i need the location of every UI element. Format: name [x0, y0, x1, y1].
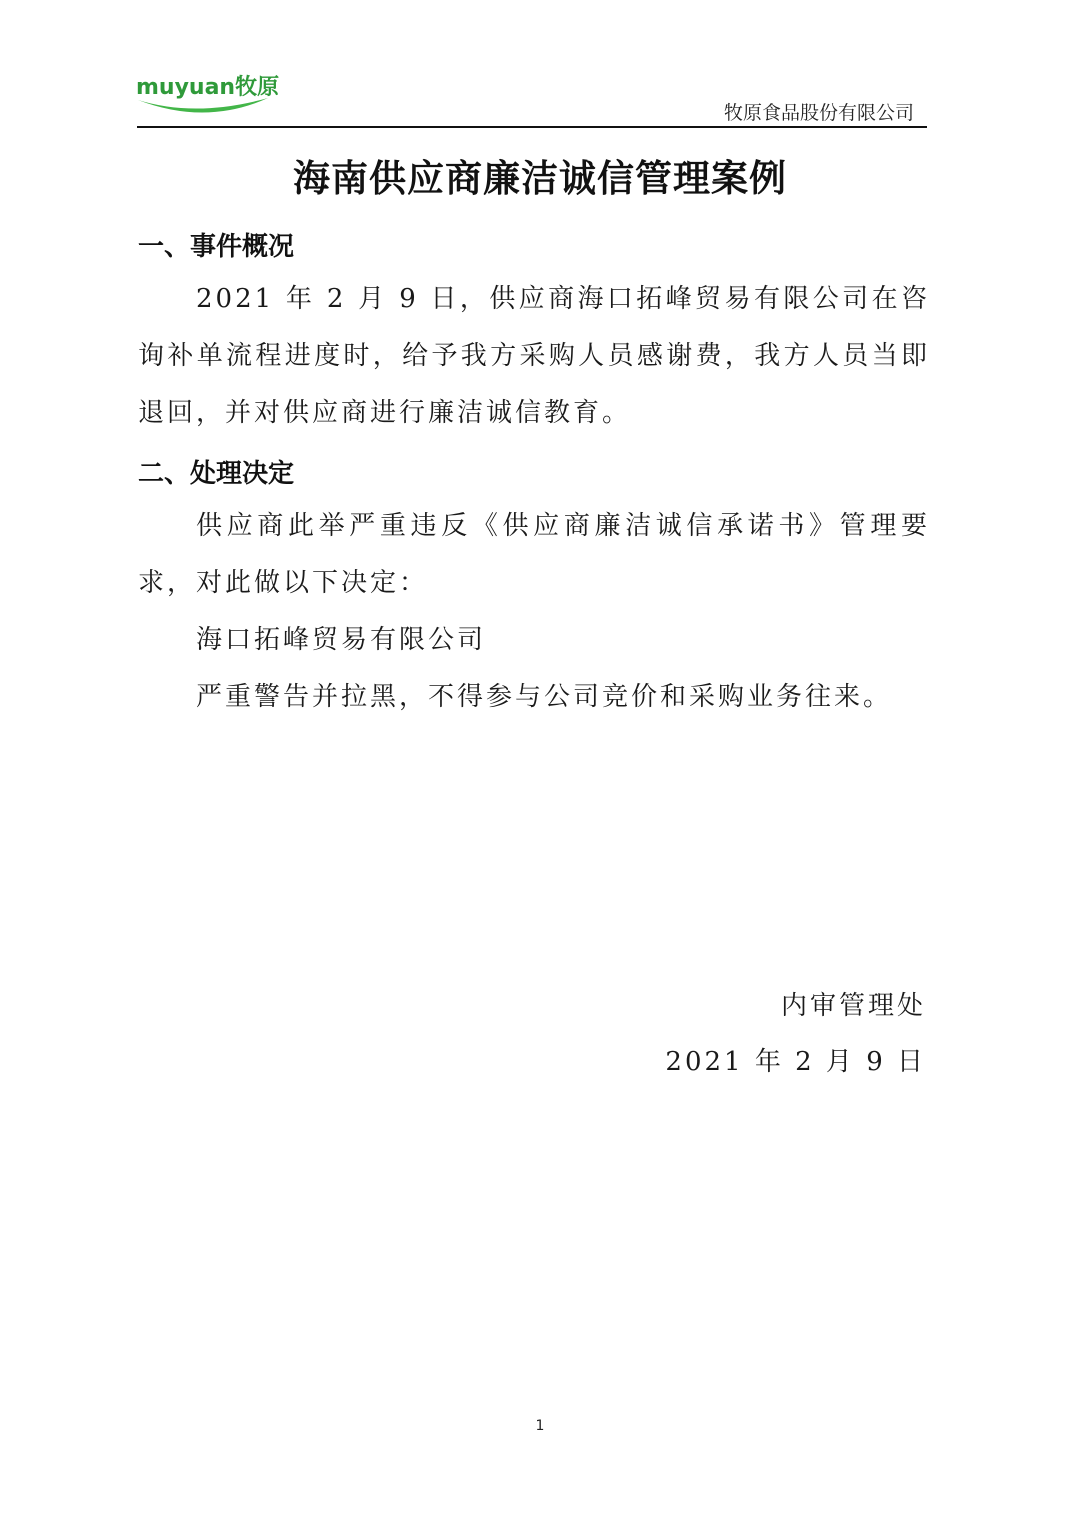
logo-swoosh-icon: [136, 96, 276, 118]
paragraph-decision-intro: 供应商此举严重违反《供应商廉洁诚信承诺书》管理要求，对此做以下决定：: [138, 511, 930, 598]
paragraph-overview: 2021 年 2 月 9 日，供应商海口拓峰贸易有限公司在咨询补单流程进度时，给予我方采购人员感谢费，我方人员当即退回，并对供应商进行廉洁诚信教育。: [138, 284, 930, 428]
paragraph-supplier-name: 海口拓峰贸易有限公司: [196, 625, 487, 655]
section-heading-overview: 一、事件概况: [138, 232, 295, 262]
page-number: 1: [535, 1418, 545, 1434]
document-title: 海南供应商廉洁诚信管理案例: [293, 157, 787, 200]
company-name: 牧原食品股份有限公司: [723, 102, 914, 124]
signoff-department: 内审管理处: [780, 991, 926, 1021]
header-rule: [137, 126, 927, 128]
section-heading-decision: 二、处理决定: [138, 459, 295, 489]
muyuan-logo: [136, 70, 280, 120]
logo-wordmark: muyuan牧原: [136, 75, 280, 100]
signoff-date: 2021 年 2 月 9 日: [665, 1047, 926, 1077]
paragraph-penalty: 严重警告并拉黑，不得参与公司竞价和采购业务往来。: [196, 682, 893, 712]
